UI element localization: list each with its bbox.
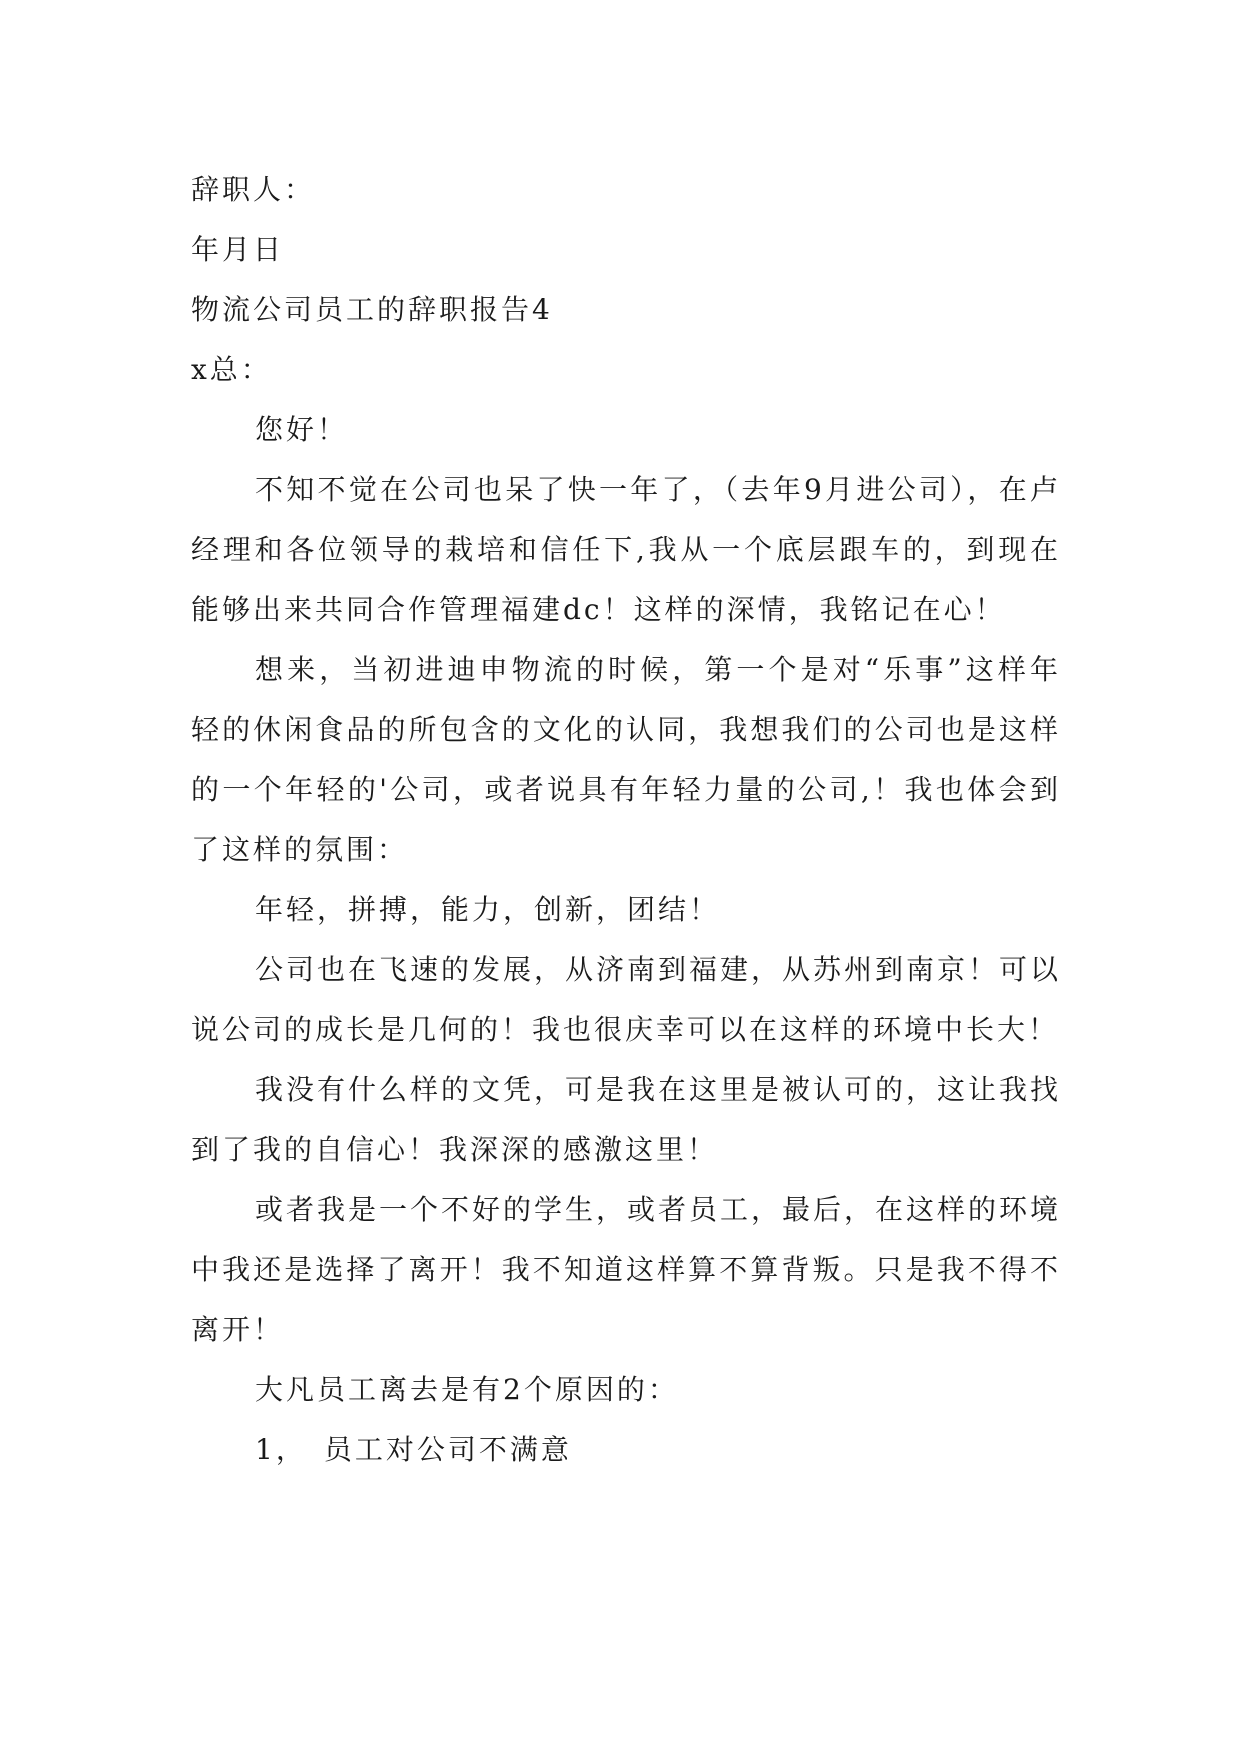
paragraph-3: 年轻，拼搏，能力，创新，团结！ <box>255 893 721 926</box>
date-label: 年月日 <box>191 233 285 266</box>
paragraph-7: 大凡员工离去是有2个原因的： <box>255 1373 679 1406</box>
paragraph-1: 不知不觉在公司也呆了快一年了，（去年9月进公司），在卢经理和各位领导的栽培和信任下,我从一个底层跟车的，到现在能够出来共同合作管理福建dc！这样的深情，我铭记在心！ <box>191 473 1061 626</box>
document-title: 物流公司员工的辞职报告4 <box>191 293 553 326</box>
list-item-1: 1， 员工对公司不满意 <box>255 1433 572 1466</box>
paragraph-2: 想来，当初进迪申物流的时候，第一个是对“乐事”这样年轻的休闲食品的所包含的文化的认同，我想我们的公司也是这样的一个年轻的'公司，或者说具有年轻力量的公司,！我也体会到了这样的氛围： <box>191 653 1061 866</box>
signer-label: 辞职人： <box>191 173 316 206</box>
paragraph-6: 或者我是一个不好的学生，或者员工，最后，在这样的环境中我还是选择了离开！我不知道这样算不算背叛。只是我不得不离开！ <box>191 1193 1062 1346</box>
document-body <box>191 160 1061 1480</box>
greeting: 您好！ <box>255 413 349 446</box>
paragraph-4: 公司也在飞速的发展，从济南到福建，从苏州到南京！可以说公司的成长是几何的！我也很庆幸可以在这样的环境中长大！ <box>191 953 1062 1046</box>
salutation: x总： <box>191 353 272 386</box>
paragraph-5: 我没有什么样的文凭，可是我在这里是被认可的，这让我找到了我的自信心！我深深的感激这里！ <box>191 1073 1062 1166</box>
